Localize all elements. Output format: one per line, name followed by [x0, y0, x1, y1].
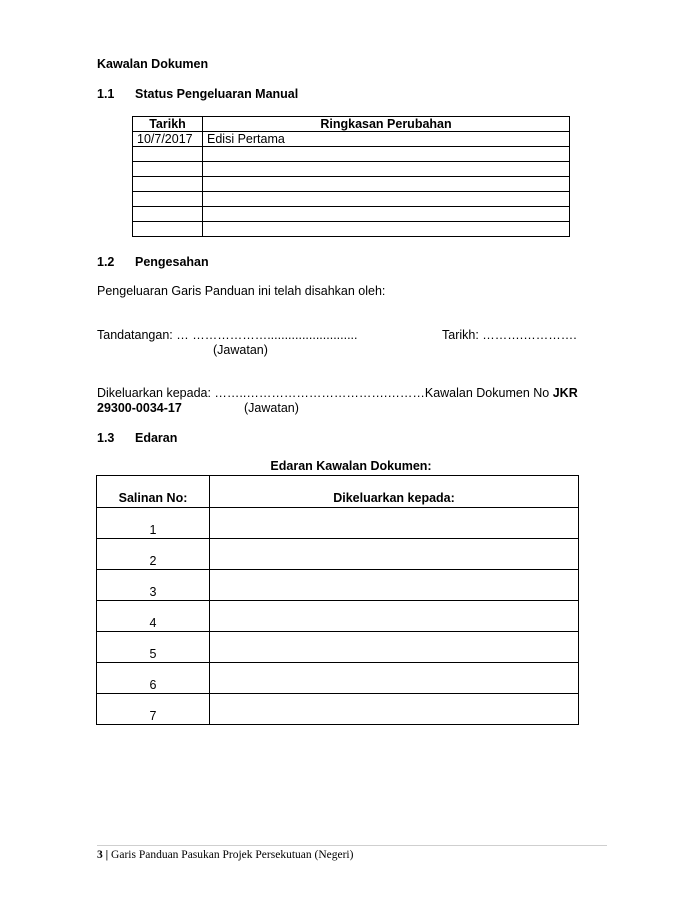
table-row — [133, 162, 570, 177]
column-header-issued-to: Dikeluarkan kepada: — [210, 476, 579, 508]
table-row — [97, 570, 579, 601]
column-header-date: Tarikh — [133, 117, 203, 132]
date-line: Tarikh: ……….…………. — [442, 328, 577, 342]
distribution-caption: Edaran Kawalan Dokumen: — [270, 459, 432, 473]
date-cell: 10/7/2017 — [133, 132, 203, 147]
footer-text: Garis Panduan Pasukan Projek Persekutuan (Negeri) — [111, 849, 354, 861]
footer — [97, 849, 353, 861]
copy-number-cell: 2 — [97, 539, 210, 570]
footer-divider — [97, 845, 607, 846]
issued-text: Dikeluarkan kepada: ……..…………………………….………Kawalan Dokumen No — [97, 386, 550, 400]
table-row — [133, 222, 570, 237]
jkr-label: JKR — [552, 386, 578, 400]
date-cell — [133, 162, 203, 177]
signature-role: (Jawatan) — [213, 343, 268, 357]
copy-number-cell: 3 — [97, 570, 210, 601]
document-number: 29300-0034-17 — [97, 401, 182, 415]
issued-role: (Jawatan) — [244, 401, 299, 415]
document-title: Kawalan Dokumen — [97, 57, 209, 71]
copy-number-cell: 7 — [97, 694, 210, 725]
approval-text: Pengeluaran Garis Panduan ini telah disahkan oleh: — [97, 284, 386, 298]
summary-cell: Edisi Pertama — [203, 132, 570, 147]
release-status-table — [132, 116, 570, 237]
issued-to-cell — [210, 694, 579, 725]
summary-cell — [203, 162, 570, 177]
copy-number-cell: 5 — [97, 632, 210, 663]
issued-to-cell — [210, 663, 579, 694]
footer-separator: | — [105, 849, 109, 861]
table-header-row — [133, 117, 570, 132]
table-header-row — [97, 476, 579, 508]
table-row — [97, 508, 579, 539]
column-header-summary: Ringkasan Perubahan — [203, 117, 570, 132]
issued-line — [97, 386, 609, 400]
table-row — [97, 663, 579, 694]
table-row — [97, 632, 579, 663]
table-row — [97, 601, 579, 632]
table-row — [97, 694, 579, 725]
section-title-distribution: Edaran — [135, 431, 178, 445]
issued-to-cell — [210, 539, 579, 570]
summary-cell — [203, 192, 570, 207]
section-title-status: Status Pengeluaran Manual — [135, 87, 299, 101]
table-row — [133, 132, 570, 147]
table-row — [133, 192, 570, 207]
copy-number-cell: 6 — [97, 663, 210, 694]
distribution-table — [96, 475, 579, 725]
table-row — [133, 177, 570, 192]
date-cell — [133, 147, 203, 162]
issued-to-cell — [210, 632, 579, 663]
summary-cell — [203, 177, 570, 192]
issued-to-cell — [210, 508, 579, 539]
date-cell — [133, 222, 203, 237]
section-number: 1.3 — [97, 431, 115, 445]
page-number: 3 — [97, 849, 103, 861]
date-cell — [133, 177, 203, 192]
copy-number-cell: 4 — [97, 601, 210, 632]
column-header-copy-no: Salinan No: — [97, 476, 210, 508]
date-cell — [133, 192, 203, 207]
table-row — [133, 207, 570, 222]
copy-number-cell: 1 — [97, 508, 210, 539]
summary-cell — [203, 222, 570, 237]
section-number: 1.1 — [97, 87, 115, 101]
summary-cell — [203, 147, 570, 162]
issued-to-cell — [210, 570, 579, 601]
date-cell — [133, 207, 203, 222]
signature-line: Tandatangan: … ……………….......................... — [97, 328, 358, 342]
section-title-approval: Pengesahan — [135, 255, 209, 269]
section-number: 1.2 — [97, 255, 115, 269]
table-row — [97, 539, 579, 570]
issued-to-cell — [210, 601, 579, 632]
table-row — [133, 147, 570, 162]
summary-cell — [203, 207, 570, 222]
